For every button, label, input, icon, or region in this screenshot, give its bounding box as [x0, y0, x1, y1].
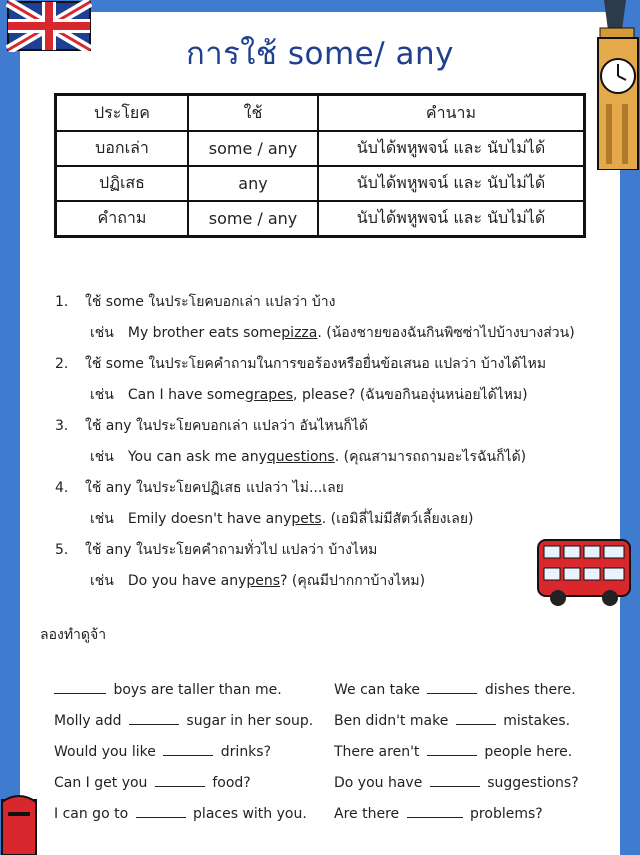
exercise-suffix: food? [212, 775, 251, 791]
table-cell: some / any [188, 201, 318, 237]
table-cell: นับได้พหูพจน์ และ นับไม่ได้ [318, 131, 585, 166]
exercise-item [54, 678, 334, 709]
table-row [56, 166, 585, 201]
table-cell: นับได้พหูพจน์ และ นับไม่ได้ [318, 166, 585, 201]
rule-example [55, 317, 615, 348]
usage-table [54, 93, 586, 238]
table-header-cell: ใช้ [188, 95, 318, 132]
exercise-prefix: There aren't [334, 744, 420, 760]
example-tag: เช่น [90, 386, 114, 403]
exercise-column-left [54, 678, 334, 833]
exercise-prefix: Molly add [54, 713, 122, 729]
answer-blank[interactable] [430, 772, 480, 787]
exercise-suffix: mistakes. [503, 713, 571, 729]
answer-blank[interactable] [427, 679, 477, 694]
example-tag: เช่น [90, 324, 114, 341]
answer-blank[interactable] [129, 710, 179, 725]
exercise-prefix: Ben didn't make [334, 713, 449, 729]
rule-number: 3. [55, 417, 69, 434]
table-cell: any [188, 166, 318, 201]
rule-text: ใช้ any ในประโยคปฏิเสธ แปลว่า ไม่...เลย [85, 479, 344, 496]
table-cell: ปฏิเสธ [56, 166, 189, 201]
exercise-column-right [334, 678, 614, 833]
example-translation: . (น้องชายของฉันกินพิซซ่าไปบ้างบางส่วน) [317, 324, 575, 341]
example-text: Can I have some [127, 386, 246, 403]
exercise-suffix: dishes there. [484, 682, 576, 698]
exercise-item [334, 771, 614, 802]
example-keyword: pets [291, 510, 322, 527]
exercise-item [54, 740, 334, 771]
answer-blank[interactable] [456, 710, 496, 725]
answer-blank[interactable] [136, 803, 186, 818]
rule-text: ใช้ any ในประโยคบอกเล่า แปลว่า อันไหนก็ได้ [85, 417, 368, 434]
example-keyword: pizza [281, 324, 318, 341]
table-header-row [56, 95, 585, 132]
table-cell: คำถาม [56, 201, 189, 237]
practice-title: ลองทำดูจ้า [40, 627, 107, 643]
rule-example [55, 565, 615, 596]
exercise-prefix: Are there [334, 806, 400, 822]
exercise-item [334, 678, 614, 709]
exercise-item [334, 802, 614, 833]
example-text: Do you have any [127, 572, 247, 589]
exercise-suffix: suggestions? [487, 775, 579, 791]
rule-number: 5. [55, 541, 69, 558]
big-ben-icon [592, 0, 640, 170]
answer-blank[interactable] [163, 741, 213, 756]
exercise-prefix: We can take [334, 682, 420, 698]
example-translation: ? (คุณมีปากกาบ้างไหม) [280, 572, 426, 589]
exercise-suffix: places with you. [193, 806, 307, 822]
answer-blank[interactable] [155, 772, 205, 787]
table-header-cell: คำนาม [318, 95, 585, 132]
answer-blank[interactable] [427, 741, 477, 756]
exercise-prefix: Do you have [334, 775, 423, 791]
rule-item [55, 410, 615, 441]
rules-list [55, 286, 615, 596]
example-text: My brother eats some [127, 324, 282, 341]
example-translation: . (เอมิลี่ไม่มีสัตว์เลี้ยงเลย) [321, 510, 474, 527]
exercise-item [54, 802, 334, 833]
example-text: You can ask me any [127, 448, 267, 465]
example-keyword: pens [246, 572, 281, 589]
rule-number: 2. [55, 355, 69, 372]
example-keyword: grapes [245, 386, 294, 403]
exercise-suffix: people here. [484, 744, 573, 760]
rule-item [55, 472, 615, 503]
exercise-suffix: problems? [470, 806, 543, 822]
exercise-prefix: I can go to [54, 806, 129, 822]
rule-example [55, 441, 615, 472]
page-title: การใช้ some/ any [185, 36, 455, 72]
rule-text: ใช้ any ในประโยคคำถามทั่วไป แปลว่า บ้างไหม [85, 541, 378, 558]
exercise-item [334, 740, 614, 771]
rule-number: 1. [55, 293, 69, 310]
exercise-item [54, 771, 334, 802]
example-tag: เช่น [90, 510, 114, 527]
rule-item [55, 286, 615, 317]
table-header-cell: ประโยค [56, 95, 189, 132]
table-cell: some / any [188, 131, 318, 166]
example-tag: เช่น [90, 572, 114, 589]
rule-item [55, 534, 615, 565]
example-translation: . (คุณสามารถถามอะไรฉันก็ได้) [334, 448, 527, 465]
exercise-item [54, 709, 334, 740]
example-keyword: questions [266, 448, 335, 465]
rule-item [55, 348, 615, 379]
answer-blank[interactable] [54, 679, 106, 694]
postbox-icon [0, 790, 40, 855]
exercise-prefix: Can I get you [54, 775, 148, 791]
exercise-item [334, 709, 614, 740]
table-cell: นับได้พหูพจน์ และ นับไม่ได้ [318, 201, 585, 237]
rule-number: 4. [55, 479, 69, 496]
table-cell: บอกเล่า [56, 131, 189, 166]
exercise-suffix: drinks? [220, 744, 272, 760]
example-translation: , please? (ฉันขอกินองุ่นหน่อยได้ไหม) [293, 386, 528, 403]
exercise-prefix: Would you like [54, 744, 156, 760]
rule-example [55, 503, 615, 534]
table-row [56, 201, 585, 237]
rule-text: ใช้ some ในประโยคคำถามในการขอร้องหรือยื่นข้อเสนอ แปลว่า บ้างได้ไหม [85, 355, 547, 372]
rule-example [55, 379, 615, 410]
exercise-suffix: boys are taller than me. [113, 682, 282, 698]
rule-text: ใช้ some ในประโยคบอกเล่า แปลว่า บ้าง [85, 293, 336, 310]
example-text: Emily doesn't have any [127, 510, 292, 527]
table-row [56, 131, 585, 166]
answer-blank[interactable] [407, 803, 463, 818]
exercise-suffix: sugar in her soup. [186, 713, 314, 729]
example-tag: เช่น [90, 448, 114, 465]
